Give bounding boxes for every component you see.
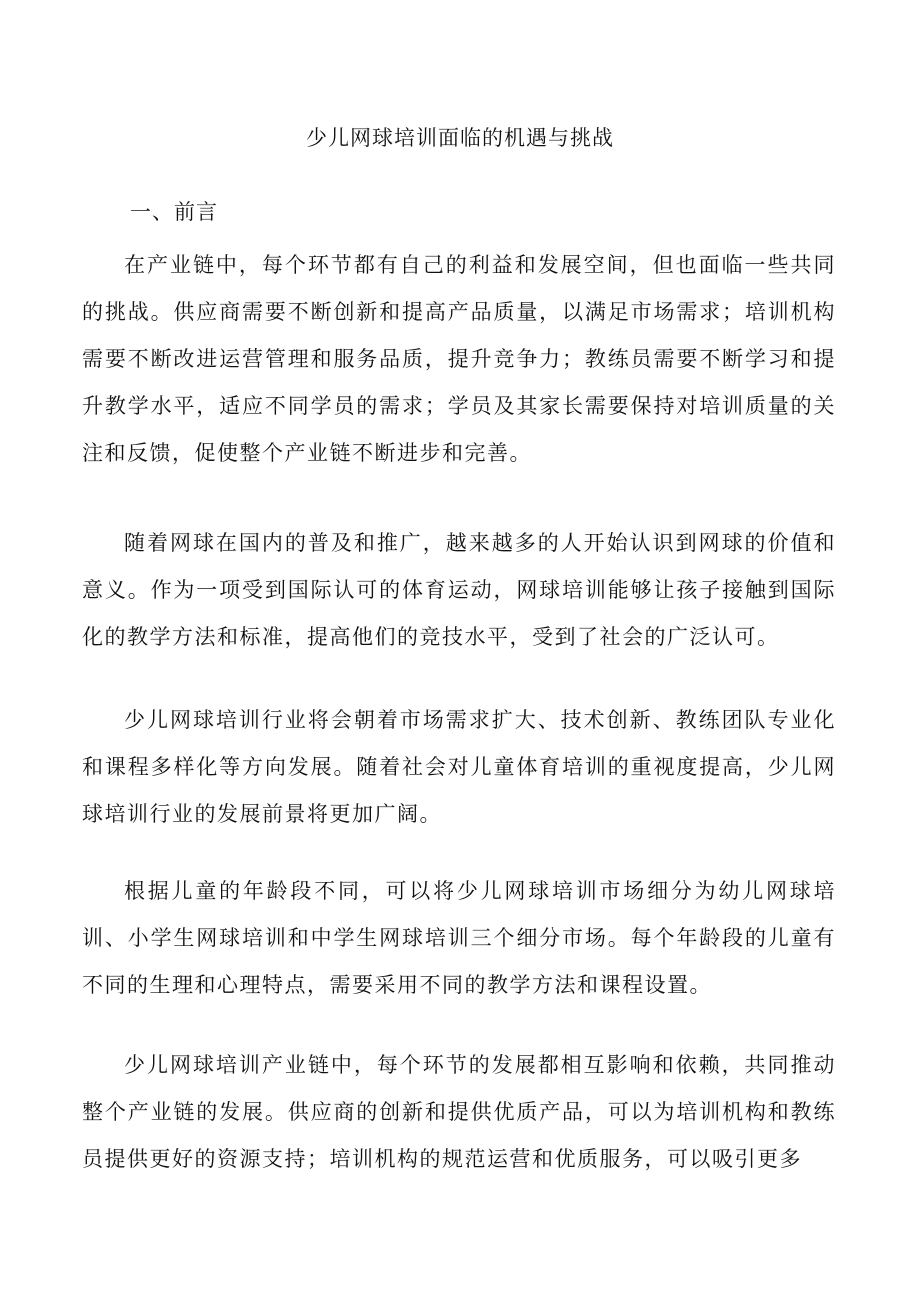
paragraph-1: 在产业链中，每个环节都有自己的利益和发展空间，但也面临一些共同的挑战。供应商需要不断创新和提高产品质量，以满足市场需求；培训机构需要不断改进运营管理和服务品质，提升竞争力；教练员需要不断学习和提升教学水平，适应不同学员的需求；学员及其家长需要保持对培训质量的关注和反馈，促使整个产业链不断进步和完善。 xyxy=(82,253,836,465)
paragraph-4: 根据儿童的年龄段不同，可以将少儿网球培训市场细分为幼儿网球培训、小学生网球培训和中学生网球培训三个细分市场。每个年龄段的儿童有不同的生理和心理特点，需要采用不同的教学方法和课程设置。 xyxy=(82,879,836,997)
paragraph-5: 少儿网球培训产业链中，每个环节的发展都相互影响和依赖，共同推动整个产业链的发展。供应商的创新和提供优质产品，可以为培训机构和教练员提供更好的资源支持；培训机构的规范运营和优质服务，可以吸引更多 xyxy=(82,1053,836,1171)
document-title: 少儿网球培训面临的机遇与挑战 xyxy=(306,126,614,150)
section-heading: 一、前言 xyxy=(130,200,218,224)
paragraph-2: 随着网球在国内的普及和推广，越来越多的人开始认识到网球的价值和意义。作为一项受到国际认可的体育运动，网球培训能够让孩子接触到国际化的教学方法和标准，提高他们的竞技水平，受到了社会的广泛认可。 xyxy=(82,531,836,649)
paragraph-3: 少儿网球培训行业将会朝着市场需求扩大、技术创新、教练团队专业化和课程多样化等方向发展。随着社会对儿童体育培训的重视度提高，少儿网球培训行业的发展前景将更加广阔。 xyxy=(82,708,836,826)
